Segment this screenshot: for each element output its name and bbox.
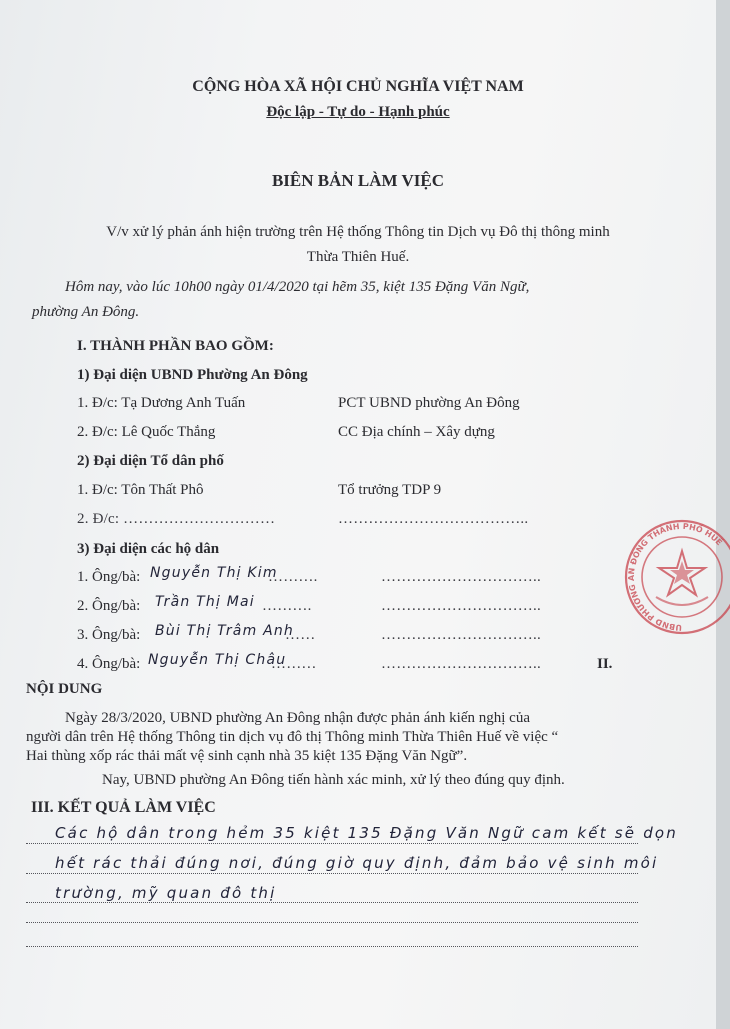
household-role: …………………………..: [381, 569, 541, 585]
content-line-3: Hai thùng xốp rác thải mất vệ sinh cạnh nhà 35 kiệt 135 Đặng Văn Ngữ”.: [26, 748, 468, 764]
household-label: 4. Ông/bà:: [77, 656, 141, 672]
motto: Độc lập - Tự do - Hạnh phúc: [266, 104, 450, 120]
household-trail: ……: [285, 627, 316, 643]
subject-line-1: V/v xử lý phản ánh hiện trường trên Hệ thống Thông tin Dịch vụ Đô thị thông minh: [106, 224, 610, 240]
member-role: ………………………………..: [338, 511, 529, 527]
section-2-heading: NỘI DUNG: [26, 681, 103, 697]
result-line: [26, 843, 638, 844]
group-3-heading: 3) Đại diện các hộ dân: [77, 541, 220, 557]
household-trail: ……….: [268, 569, 318, 585]
household-role: …………………………..: [381, 598, 541, 614]
result-line: [26, 902, 638, 903]
member-name: 2. Đ/c: Lê Quốc Thắng: [77, 424, 216, 440]
member-role: CC Địa chính – Xây dựng: [338, 424, 495, 440]
household-label: 2. Ông/bà:: [77, 598, 141, 614]
stamp-text: UBND PHƯỜNG AN ĐÔNG THÀNH PHỐ HUẾ: [626, 521, 724, 633]
household-role: …………………………..: [381, 627, 541, 643]
group-2-heading: 2) Đại diện Tổ dân phố: [77, 453, 224, 469]
result-handwriting-line-2: hết rác thải đúng nơi, đúng giờ quy định, đảm bảo vệ sinh môi: [55, 854, 659, 872]
section-3-heading: III. KẾT QUẢ LÀM VIỆC: [31, 799, 216, 816]
stamp-seal-icon: [620, 513, 730, 637]
household-label: 3. Ông/bà:: [77, 627, 141, 643]
household-signature: Nguyễn Thị Châu: [148, 652, 287, 668]
group-1-heading: 1) Đại diện UBND Phường An Đông: [77, 367, 308, 383]
household-signature: Nguyễn Thị Kim: [150, 565, 278, 581]
member-name: 1. Đ/c: Tôn Thất Phô: [77, 482, 204, 498]
section-2-number: II.: [597, 656, 613, 672]
result-handwriting-line-1: Các hộ dân trong hẻm 35 kiệt 135 Đặng Văn Ngữ cam kết sẽ dọn: [55, 824, 679, 842]
content-line-2: người dân trên Hệ thống Thông tin dịch vụ đô thị Thông minh Thừa Thiên Huế về việc “: [26, 729, 559, 745]
result-handwriting-line-3: trường, mỹ quan đô thị: [55, 884, 277, 902]
result-line: [26, 946, 638, 947]
member-role: PCT UBND phường An Đông: [338, 395, 520, 411]
intro-line-2: phường An Đông.: [32, 304, 140, 320]
document-title: BIÊN BẢN LÀM VIỆC: [271, 171, 445, 190]
content-line-1: Ngày 28/3/2020, UBND phường An Đông nhận được phản ánh kiến nghị của: [65, 710, 530, 726]
household-trail: ………: [271, 656, 317, 672]
household-label: 1. Ông/bà:: [77, 569, 141, 585]
household-role: …………………………..: [381, 656, 541, 672]
section-1-heading: I. THÀNH PHẦN BAO GỒM:: [77, 338, 274, 354]
intro-line-1: Hôm nay, vào lúc 10h00 ngày 01/4/2020 tại hẽm 35, kiệt 135 Đặng Văn Ngữ,: [65, 279, 530, 295]
household-trail: ……….: [262, 598, 312, 614]
member-name: 2. Đ/c: …………………………: [77, 511, 276, 527]
member-name: 1. Đ/c: Tạ Dương Anh Tuấn: [77, 395, 246, 411]
subject-line-2: Thừa Thiên Huế.: [306, 249, 410, 265]
result-line: [26, 922, 638, 923]
result-line: [26, 873, 638, 874]
official-stamp: [620, 513, 730, 637]
household-signature: Bùi Thị Trâm Anh: [155, 623, 294, 639]
household-signature: Trần Thị Mai: [155, 594, 255, 610]
member-role: Tổ trưởng TDP 9: [338, 482, 442, 498]
nation-title: CỘNG HÒA XÃ HỘI CHỦ NGHĨA VIỆT NAM: [192, 78, 524, 95]
content-line-4: Nay, UBND phường An Đông tiến hành xác minh, xử lý theo đúng quy định.: [102, 772, 565, 788]
